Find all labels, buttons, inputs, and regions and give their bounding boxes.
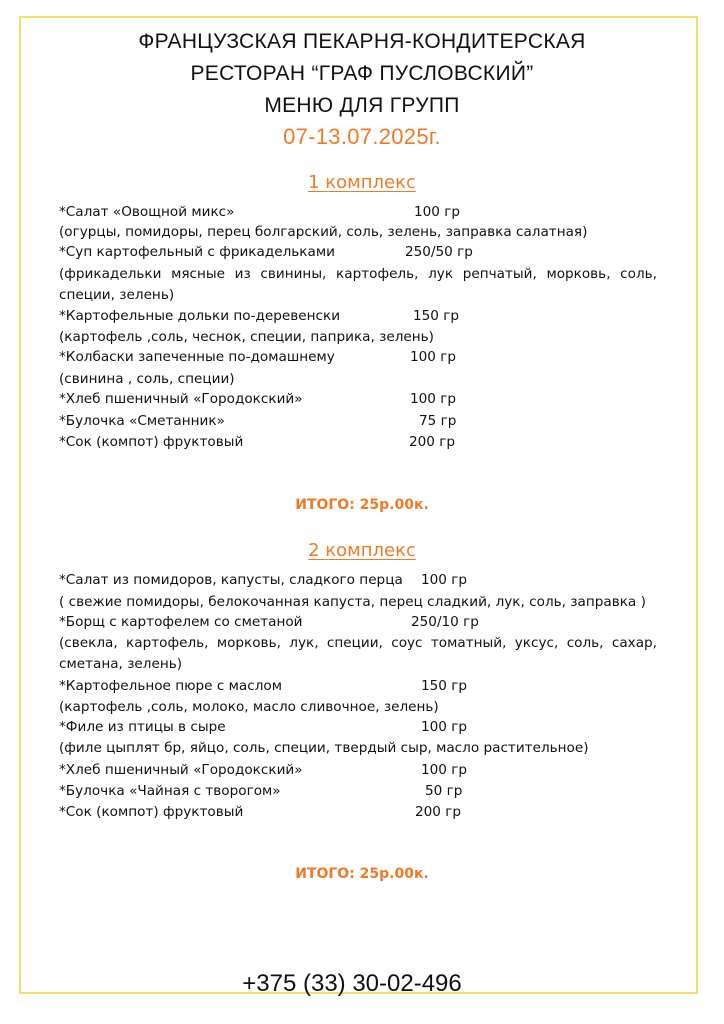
- item-weight: 100 гр: [410, 349, 457, 365]
- menu-title: МЕНЮ ДЛЯ ГРУПП: [264, 94, 460, 117]
- item-weight: 200 гр: [415, 804, 462, 820]
- item-weight: 250/10 гр: [411, 614, 479, 630]
- item-weight: 250/50 гр: [405, 244, 473, 260]
- item-name: *Сок (компот) фруктовый: [59, 434, 244, 450]
- item-name: *Булочка «Сметанник»: [59, 413, 225, 429]
- item-weight: 200 гр: [409, 434, 456, 450]
- item-description: (фрикадельки мясные из свинины, картофель, лук репчатый, морковь, соль, специи, зелень): [59, 266, 657, 303]
- phone-number: +375 (33) 30-02-496: [242, 970, 462, 997]
- menu-date: 07-13.07.2025г.: [283, 124, 441, 149]
- item-weight: 150 гр: [413, 308, 460, 324]
- item-description: ( свежие помидоры, белокочанная капуста, перец сладкий, лук, соль, заправка ): [59, 594, 646, 610]
- complex-1-total: ИТОГО: 25р.00к.: [295, 497, 429, 513]
- item-weight: 100 гр: [414, 204, 461, 220]
- restaurant-title: РЕСТОРАН “ГРАФ ПУСЛОВСКИЙ”: [190, 62, 534, 85]
- complex-1-title: 1 комплекс: [308, 172, 416, 193]
- item-name: *Колбаски запеченные по-домашнему: [59, 349, 335, 365]
- item-name: *Картофельное пюре с маслом: [59, 678, 282, 694]
- item-name: *Салат из помидоров, капусты, сладкого перца: [59, 572, 403, 588]
- item-description: (картофель ,соль, молоко, масло сливочное, зелень): [59, 699, 439, 715]
- item-description: (свинина , соль, специи): [59, 371, 235, 387]
- item-weight: 100 гр: [410, 391, 457, 407]
- bakery-title: ФРАНЦУЗСКАЯ ПЕКАРНЯ-КОНДИТЕРСКАЯ: [138, 30, 586, 53]
- complex-2-title: 2 комплекс: [308, 540, 416, 561]
- item-description: (филе цыплят бр, яйцо, соль, специи, твердый сыр, масло растительное): [59, 740, 589, 756]
- item-name: *Сок (компот) фруктовый: [59, 804, 244, 820]
- item-name: *Филе из птицы в сыре: [59, 719, 226, 735]
- item-weight: 150 гр: [421, 678, 468, 694]
- item-name: *Картофельные дольки по-деревенски: [59, 308, 341, 324]
- item-weight: 100 гр: [421, 762, 468, 778]
- item-name: *Борщ с картофелем со сметаной: [59, 614, 303, 630]
- item-name: *Булочка «Чайная с творогом»: [59, 783, 281, 799]
- item-name: *Хлеб пшеничный «Городокский»: [59, 762, 303, 778]
- item-description: (картофель ,соль, чеснок, специи, паприка, зелень): [59, 329, 434, 345]
- item-weight: 50 гр: [425, 783, 463, 799]
- item-name: *Салат «Овощной микс»: [59, 204, 235, 220]
- item-weight: 100 гр: [421, 572, 468, 588]
- item-description: (огурцы, помидоры, перец болгарский, соль, зелень, заправка салатная): [59, 224, 588, 240]
- item-name: *Суп картофельный с фрикадельками: [59, 244, 335, 260]
- item-name: *Хлеб пшеничный «Городокский»: [59, 391, 303, 407]
- complex-2-total: ИТОГО: 25р.00к.: [295, 866, 429, 882]
- item-weight: 100 гр: [421, 719, 468, 735]
- item-weight: 75 гр: [419, 413, 457, 429]
- item-description: (свекла, картофель, морковь, лук, специи, соус томатный, уксус, соль, сахар, сметана, зелень): [59, 635, 657, 672]
